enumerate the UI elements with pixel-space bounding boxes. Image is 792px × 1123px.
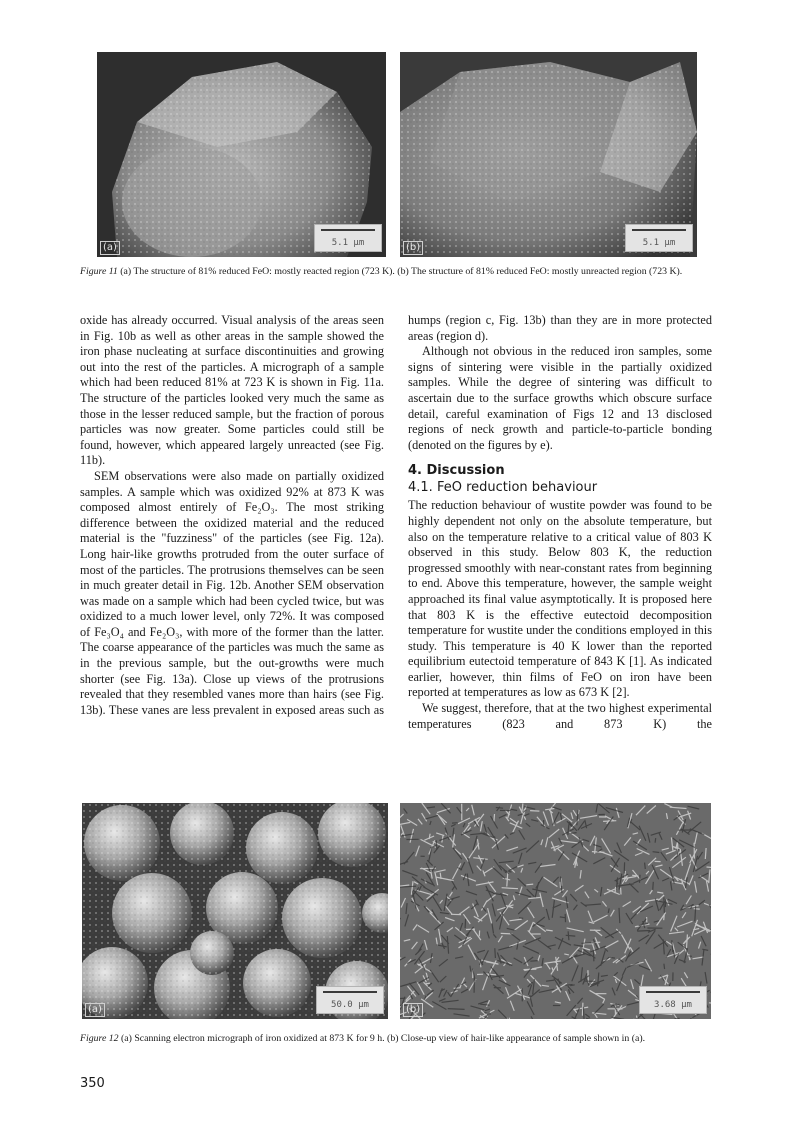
paragraph: Although not obvious in the reduced iron samples, some signs of sintering were visible in the partially oxidized samples. While the degree of sintering was difficult to ascertain due to the surface growths which obscure surface detail, careful examination of Figs 12 and 13 disclosed regions of neck growth and particle-to-particle bonding (denoted on the figures by e). [408, 344, 712, 452]
section-heading: 4. Discussion [408, 463, 505, 479]
paragraph: The reduction behaviour of wustite powder was found to be highly dependent not only on the absolute temperature, but also on the temperature relative to a critical value of 803 K observed in this study. Below 803 K, the reduction progressed smoothly with near-constant rates from beginning to end. Above this temperature, however, the sample weight approached its final value asymptotically. It is proposed here that 803 K is the effective eutectoid decomposition temperature for wustite under the conditions employed in this study. This temperature is 40 K lower than the reported equilibrium eutectoid temperature of 843 K [1]. As indicated earlier, however, thin films of FeO on iron have been reported at temperatures as low as 673 K [2]. [408, 498, 712, 700]
figure-11b-micrograph [400, 52, 697, 257]
left-column [80, 313, 384, 718]
scale-bar: 3.68 µm [639, 986, 707, 1014]
right-column [408, 313, 712, 732]
scale-bar: 50.0 µm [316, 986, 384, 1014]
figure-12-caption [80, 1033, 710, 1045]
paragraph: humps (region c, Fig. 13b) than they are in more protected areas (region d). [408, 313, 712, 343]
panel-label: (a) [100, 241, 120, 255]
figure-12b-micrograph [400, 803, 711, 1019]
page-number: 350 [80, 1076, 105, 1091]
scale-bar: 5.1 µm [625, 224, 693, 252]
figure-11-caption [80, 266, 710, 278]
paragraph: SEM observations were also made on partially oxidized samples. A sample which was oxidized 92% at 873 K was composed almost entirely of Fe₂O₃. The most striking difference between the oxidized material and the reduced material is the "fuzziness" of the particles (see Fig. 12a). Long hair-like growths protruded from the outer surface of most of the particles. The protrusions themselves can be seen in much greater detail in Fig. 12b. Another SEM observation was made on a sample which had been cycled twice, but was oxidized to a much lower level, only 72%. It was composed of Fe₃O₄ and Fe₂O₃, with more of the former than the latter. The coarse appearance of the particles was much the same as in the previous sample, but the out-growths were much shorter (see Fig. 13a). Close up views of the protrusions revealed that they resembled vanes more than hairs (see Fig. 13b). These vanes are less prevalent in exposed areas such as [80, 468, 384, 717]
paragraph: We suggest, therefore, that at the two highest experimental temperatures (823 and 873 K) the [408, 701, 712, 731]
paragraph: oxide has already occurred. Visual analysis of the areas seen in Fig. 10b as well as other areas in the sample showed the iron phase nucleating at surface discontinuities and growing out into the rest of the particles. A micrograph of a sample which had been reduced 81% at 723 K is shown in Fig. 11a. The structure of the particles looked very much the same as those in the lesser reduced sample, but the fraction of porous particles was now greater. Some particles could still be found, however, which appeared largely unreacted (see Fig. 11b). [80, 313, 384, 468]
caption-text: (a) The structure of 81% reduced FeO: mostly reacted region (723 K). (b) The structure of 81% reduced FeO: mostly unreacted region (723 K). [117, 266, 683, 277]
panel-label: (b) [403, 241, 423, 255]
scale-bar: 5.1 µm [314, 224, 382, 252]
figure-12a-micrograph [82, 803, 388, 1019]
caption-text: (a) Scanning electron micrograph of iron oxidized at 873 K for 9 h. (b) Close-up view of hair-like appearance of sample shown in (a). [118, 1033, 646, 1044]
figure-11a-micrograph [97, 52, 386, 257]
caption-label: Figure 11 [80, 266, 118, 277]
caption-label: Figure 12 [80, 1033, 119, 1044]
panel-label: (b) [403, 1003, 423, 1017]
subsection-heading: 4.1. FeO reduction behaviour [408, 480, 598, 496]
panel-label: (a) [85, 1003, 105, 1017]
